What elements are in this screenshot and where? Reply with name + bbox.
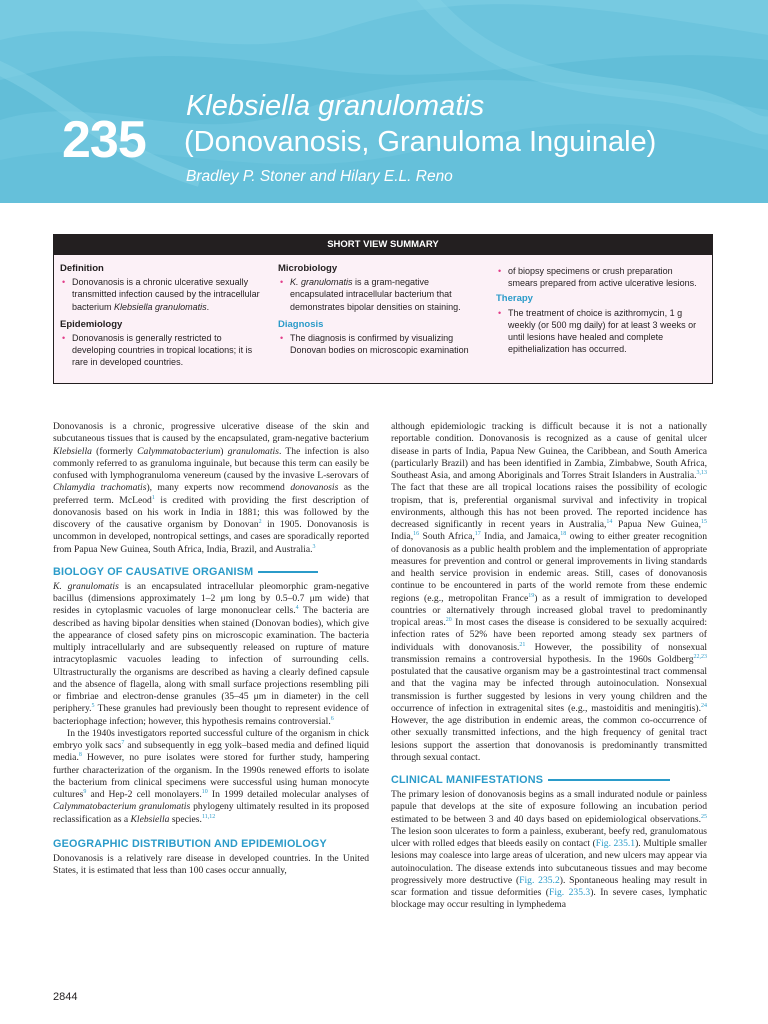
intro-paragraph: Donovanosis is a chronic, progressive ulcerative disease of the skin and subcutaneous tissues that is caused by the encapsulated, gram-negative bacterium Klebsiella (formerly Calymmatobacterium) granulomatis. The infection is also commonly referred to as granuloma inguinale, but because this term can easily be confused with lymphogranuloma venereum (caused by the invasive L-serovars of Chlamydia trachomatis), many experts now recommend donovanosis as the preferred term. McLeod$^1$ is credited with providing the first description of donovanosis based on his work in India in 1881; this was followed by the discovery of the causative organism by Donovan$^2$ in 1905. Donovanosis is uncommon in developed, nontropical settings, and cases are sporadically reported from Papua New Guinea, South Africa, India, Brazil, and Australia.$^3$ [53,421,370,555]
chapter-number: 235 [62,111,146,169]
section-heading-geographic [53,838,369,850]
summary-column-2 [278,263,483,362]
definition-item: • Donovanosis is a chronic ulcerative sexually transmitted infection caused by the intracellular bacterium Klebsiella granulomatis. [62,277,260,312]
section-heading-biology [53,566,369,578]
biology-paragraph-1: K. granulomatis is an encapsulated intracellular pleomorphic gram-negative bacillus (dimensions approximately 1–2 μm long by 0.5–0.7 μm wide) that resides in cytoplasmic vacuoles of large mononuclear cells.$^4$ The bacteria are described as having bipolar densities when stained (Donovan bodies), which give the appearance of closed safety pins on microscopic examination. The bacteria multiply intracellularly and are subsequently released on rupture of mature intracytoplasmic vacuoles leading to infection of surrounding cells. Ultrastructurally the organisms are described as having a clearly defined capsule and the absence of flagella, along with small surface projections resembling pili or fimbriae and electron-dense granules (35–45 μm in diameter) in the cell periphery.$^5$ These granules had previously been thought to represent evidence of bacteriophage infection; however, this hypothesis remains controversial.$^6$ [53,580,370,727]
section-heading-biology-text: BIOLOGY OF CAUSATIVE ORGANISM [53,565,254,578]
diagnosis-heading: Diagnosis [278,318,324,330]
microbiology-item: • K. granulomatis is a gram-negative encapsulated intracellular bacterium that demonstrates bipolar densities on staining. [280,277,461,312]
section-rule [258,571,318,573]
microbiology-heading: Microbiology [278,263,338,274]
epidemiology-item: • Donovanosis is generally restricted to developing countries in tropical locations; it is rare in developed countries. [62,333,253,368]
short-view-summary [53,234,713,384]
bullet-icon: • [62,277,66,288]
summary-column-3 [496,265,704,361]
section-heading-clinical [391,774,707,786]
summary-heading: SHORT VIEW SUMMARY [54,235,712,255]
clinical-paragraph-1: The primary lesion of donovanosis begins as a small indurated nodule or painless papule that develops at the site of exposure following an incubation period estimated to be between 3 and 40 days based on epidemiological observations.$^{25}$ The lesion soon ulcerates to form a painless, exuberant, beefy red, granulomatous ulcer with rolled edges that bleeds easily on contact (Fig. 235.1). Multiple smaller lesions may coalesce into large areas of ulceration, and new ulcers may appear via autoinoculation. The disease extends into subcutaneous tissues and may become progressively more destructive (Fig. 235.2). Spontaneous healing may result in scar formation and tissue deformities (Fig. 235.3). In severe cases, lymphatic blockage may occur resulting in lymphedema [391,789,708,911]
chapter-authors: Bradley P. Stoner and Hilary E.L. Reno [186,168,453,185]
section-heading-clinical-text: CLINICAL MANIFESTATIONS [391,774,544,786]
diagnosis-item: • The diagnosis is confirmed by visualizing Donovan bodies on microscopic examination [280,333,469,356]
section-rule [548,779,670,781]
section-heading-geographic-text: GEOGRAPHIC DISTRIBUTION AND EPIDEMIOLOGY [53,837,327,850]
left-column [53,421,369,877]
therapy-heading: Therapy [496,293,533,305]
therapy-item: • The treatment of choice is azithromycin, 1 g weekly (or 500 mg daily) for at least 3 weeks or until lesions have healed and complete epithelialization has occurred. [498,307,697,355]
bullet-icon: • [280,333,284,344]
biology-paragraph-2: In the 1940s investigators reported successful culture of the organism in chick embryo yolk sacs$^7$ and subsequently in egg yolk–based media and defined liquid media.$^8$ However, no pure isolates were stored for further study, hampering further characterization of the organism. In the 1990s renewed efforts to isolate the bacterium from clinical specimens were successful using human monocyte cultures$^9$ and Hep-2 cell monolayers.$^{10}$ In 1999 detailed molecular analyses of Calymmatobacterium granulomatis phylogeny ultimately resulted in its proposed reclassification as a Klebsiella species.$^{11,12}$ [53,727,369,825]
figure-link[interactable]: Fig. 235.2 [519,874,560,886]
chapter-header [0,0,768,203]
summary-column-1 [60,263,265,375]
epidemiology-heading: Epidemiology [60,318,123,330]
page-number: 2844 [53,991,78,1003]
bullet-icon: • [498,307,502,318]
bullet-icon: • [62,333,66,344]
figure-link[interactable]: Fig. 235.3 [549,887,591,898]
chapter-title-line2: (Donovanosis, Granuloma Inguinale) [184,126,657,158]
figure-link[interactable]: Fig. 235.1 [595,838,636,849]
bullet-icon: • [498,266,502,276]
geographic-paragraph-start: Donovanosis is a relatively rare disease in developed countries. In the United States, it is estimated that less than 100 cases occur annually, [53,852,369,876]
right-column [391,421,707,912]
definition-heading: Definition [60,263,104,274]
diagnosis-item-continued: • of biopsy specimens or crush preparation smears prepared from active ulcerative lesions. [498,266,697,289]
bullet-icon: • [280,277,284,288]
chapter-title-line1: Klebsiella granulomatis [186,90,485,122]
geographic-paragraph-continued: although epidemiologic tracking is difficult because it is not a nationally reportable condition. Donovanosis is recognized as a cause of genital ulcer disease in parts of India, Papua New Guinea, the Caribbean, and South America (particularly Brazil) and has been identified in Zambia, Zimbabwe, South Africa, Southeast Asia, and among Aboriginals and Torres Strait Islanders in Australia.$^{3,13}$ The fact that these are all tropical locations raises the possibility of ecologic tropism, that is, preferential organismal survival and infectivity in tropical environments, although this has not been proved. The reported incidence has decreased significantly in recent years in Australia,$^{14}$ Papua New Guinea,$^{15}$ India,$^{16}$ South Africa,$^{17}$ India, and Jamaica,$^{18}$ owing to either greater recognition of donovanosis as a public health problem and the implementation of appropriate measures for prevention and control or general improvements in living standards and health service provision in endemic areas. Still, cases of donovanosis continue to be encountered in parts of the world remote from these endemic regions (e.g., metropolitan France$^{19}$) as a result of immigration to developed countries or alternatively through increased global travel to predominantly tropical areas.$^{20}$ In most cases the disease is considered to be sexually acquired: infection rates of 52% have been reported among steady sex partners of individuals with donovanosis.$^{21}$ However, the possibility of nonsexual transmission remains a controversial hypothesis. In the 1960s Goldberg$^{22,23}$ postulated that the causative organism may be a gastrointestinal tract commensal and that the vagina may be infected through autoinoculation. Nonsexual transmission is further suggested by lesions in very young children and the occurrence of infection in extragenital sites (e.g., mastoiditis and meningitis).$^{24}$ However, the age distribution in endemic areas, the common co-occurrence of other sexually transmitted infections, and the high frequency of genital tract lesions support the assertion that donovanosis is predominantly transmitted through sexual contact. [391,421,708,763]
